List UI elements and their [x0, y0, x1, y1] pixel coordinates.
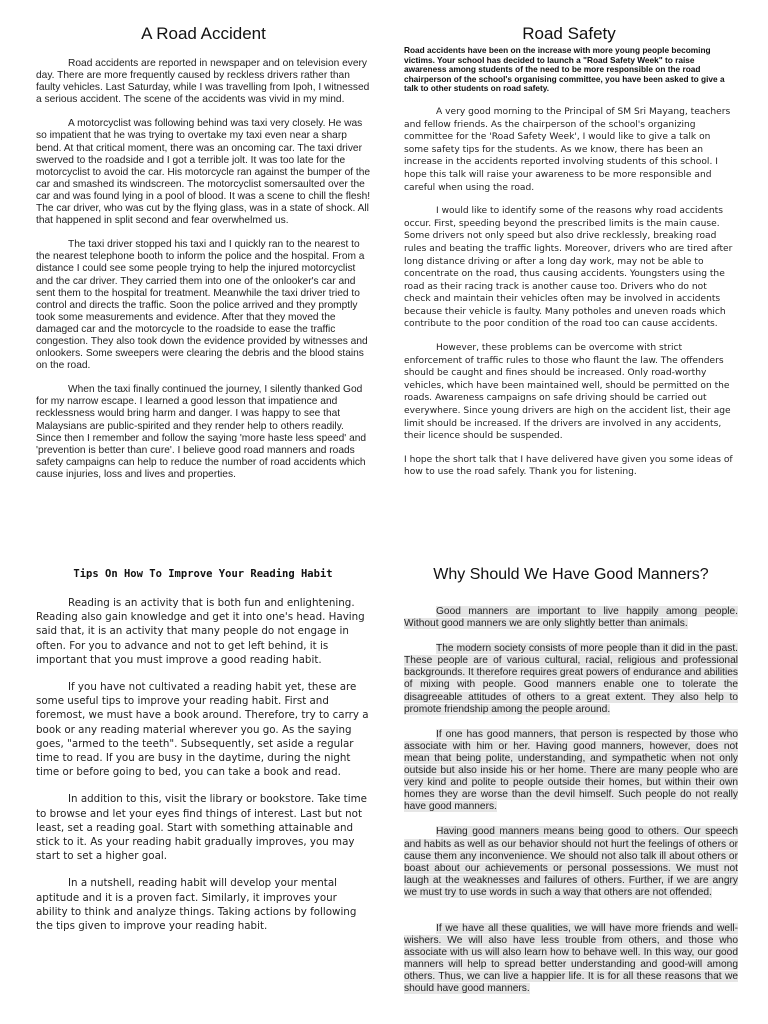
- road-accident-section: [36, 24, 371, 493]
- good-manners-paragraph-2-text: The modern society consists of more people than it did in the past. These people are of various cultural, racial, religious and professional backgrounds. It therefore requires great powers of endurance and abilities of mixing with people. Good manners enable one to tolerate the disagreeable attitudes of others to a great extent. They also help to promote friendship among the people around.: [404, 643, 738, 715]
- good-manners-paragraph-4: [404, 826, 738, 899]
- reading-habit-paragraph-3: In addition to this, visit the library or bookstore. Take time to browse and let your eyes find things of interest. Last but not least, set a reading goal. Start with something attainable and stick to it. As your reading habit gradually improves, you may start to set a higher goal.: [36, 793, 367, 863]
- good-manners-paragraph-1-text: Good manners are important to live happily among people. Without good manners we are only slightly better than animals.: [404, 606, 738, 630]
- reading-habit-paragraph-4: In a nutshell, reading habit will develop your mental aptitude and it is a proven fact. Similarly, it improves your ability to think and analyze things. Taking actions by following the tips given to improve your reading habit.: [36, 877, 357, 933]
- road-safety-title: Road Safety: [522, 24, 616, 43]
- road-safety-section: [404, 24, 734, 490]
- good-manners-section: [404, 566, 738, 1009]
- good-manners-paragraph-3: [404, 729, 738, 814]
- good-manners-paragraph-4-text: Having good manners means being good to others. Our speech and habits as well as our behavior should not hurt the feelings of others or cause them any inconvenience. We should not also talk ill about others or boast about our achievements or personal possessions. We must not laugh at the weaknesses and failures of others. Further, if we are angry we must try to use words in such a way that others are not offended.: [404, 826, 738, 898]
- good-manners-paragraph-3-text: If one has good manners, that person is respected by those who associate with him or her. Having good manners, however, does not mean that being polite, understanding, and sympathetic when not only outside but also inside his or her home. There are many people who are very kind and polite to people outside their homes, but within their own homes they are worse than the devil himself. Such people do not really have good manners.: [404, 728, 738, 813]
- road-accident-paragraph-2: A motorcyclist was following behind was taxi very closely. He was so impatient that he was trying to overtake my taxi even near a sharp bend. At that critical moment, there was an oncoming car. The taxi driver swerved to the roadside and I got a terrible jolt. It was too late for the motorcyclist to avoid the car. His motorcycle ran against the bumper of the car and smashed its windscreen. The motorcyclist somersaulted over the car and was found lying in a pool of blood. It was a scene to chill the flesh! The car driver, who was cut by the flying glass, was in a state of shock. All that happened in split second and fear overwhelmed us.: [36, 118, 371, 227]
- reading-habit-title: Tips On How To Improve Your Reading Habit: [73, 568, 333, 580]
- reading-habit-paragraph-1: Reading is an activity that is both fun and enlightening. Reading also gain knowledge and get it into one's head. Having said that, it is an activity that many people do not engage in often. For you to advance and not to get left behind, it is important that you must improve a good reading habit.: [36, 597, 365, 666]
- road-safety-paragraph-3: However, these problems can be overcome with strict enforcement of traffic rules to those who flaunt the law. The offenders should be caught and fines should be increased. Only road-worthy vehicles, which have been maintained well, should be permitted on the roads. Awareness campaigns on safe driving should be carried out everywhere. Since young drivers are high on the accident list, their age limit should be increased. If the drivers are involved in any accidents, their licence should be suspended.: [404, 343, 731, 442]
- road-safety-paragraph-1: A very good morning to the Principal of SM Sri Mayang, teachers and fellow friends. As the chairperson of the school's organizing committee for the 'Road Safety Week', I would like to give a talk on some safety tips for the students. As we know, there has been an increase in the accidents reported involving students of this school. I hope this talk will raise your awareness to be more responsible and careful when using the road.: [404, 106, 731, 193]
- road-accident-title: A Road Accident: [141, 24, 266, 43]
- good-manners-paragraph-5: [404, 923, 738, 996]
- road-safety-paragraph-2: I would like to identify some of the reasons why road accidents occur. First, speeding beyond the prescribed limits is the main cause. Some drivers not only speed but also drive recklessly, breaking road rules and beating the traffic lights. Moreover, drivers who are tired after long distance driving or after a long day work, may not be able to concentrate on the road, thus causing accidents. Youngsters using the road as their racing track is another cause too. Drivers who do not check and maintain their vehicles often may be involved in accidents because their vehicle is faulty. Many potholes and uneven roads which contribute to the poor condition of the road too can cause accidents.: [404, 206, 733, 330]
- road-safety-paragraph-4: I hope the short talk that I have delivered have given you some ideas of how to use the road safely. Thank you for listening.: [404, 454, 733, 478]
- road-accident-paragraph-4: When the taxi finally continued the journey, I silently thanked God for my narrow escape. I learned a good lesson that impatience and recklessness would bring harm and danger. I was happy to see that Malaysians are public-spirited and they render help to others readily. Since then I remember and follow the saying 'more haste less speed' and 'prevention is better than cure'. I believe good road manners and roads safety campaigns can help to reduce the number of road accidents which cause injuries, loss and lives and properties.: [36, 384, 367, 480]
- reading-habit-section: [36, 568, 370, 946]
- good-manners-paragraph-1: [404, 606, 738, 630]
- reading-habit-paragraph-2: If you have not cultivated a reading habit yet, these are some useful tips to improve your reading habit. First and foremost, we must have a book around. Therefore, try to carry a book or any reading material wherever you go. As the saying goes, "armed to the teeth". Subsequently, set aside a regular time to read. If you are busy in the daytime, during the night time or before going to bed, you can take a book and read.: [36, 681, 369, 779]
- road-accident-paragraph-1: Road accidents are reported in newspaper and on television every day. There are more frequently caused by reckless drivers rather than faulty vehicles. Last Saturday, while I was travelling from Ipoh, I witnessed a serious accident. The scene of the accidents was vivid in my mind.: [36, 58, 370, 106]
- road-safety-task-intro: Road accidents have been on the increase with more young people becoming victims. Your school has decided to launch a "Road Safety Week" to raise awareness among students of the need to be more responsible on the road chairperson of the school's organising committee, you have been asked to give a talk to other students on road safety.: [404, 45, 725, 94]
- good-manners-title: Why Should We Have Good Manners?: [433, 566, 709, 583]
- road-accident-paragraph-3: The taxi driver stopped his taxi and I quickly ran to the nearest to the nearest telephone booth to inform the police and the hospital. From a distance I could see some people trying to help the injured motorcyclist and the car driver. They carried them into one of the onlooker's car and sent them to the hospital for treatment. Meanwhile the taxi driver tried to control and directs the traffic. Soon the police arrived and they promptly took some measurements and evidence. After that they moved the damaged car and the motorcycle to the roadside to ease the traffic congestion. They also took down the evidence provided by witnesses and onlookers. Some sweepers were clearing the debris and the blood stains on the road.: [36, 239, 368, 372]
- good-manners-paragraph-5-text: If we have all these qualities, we will have more friends and well-wishers. We will also have less trouble from others, and those who associate with us will also learn how to behave well. In this way, our good manners will help to spread better understanding and good-will among others. Thus, we can live a happier life. It is for all these reasons that we should have good manners.: [404, 922, 738, 995]
- good-manners-paragraph-2: [404, 643, 738, 716]
